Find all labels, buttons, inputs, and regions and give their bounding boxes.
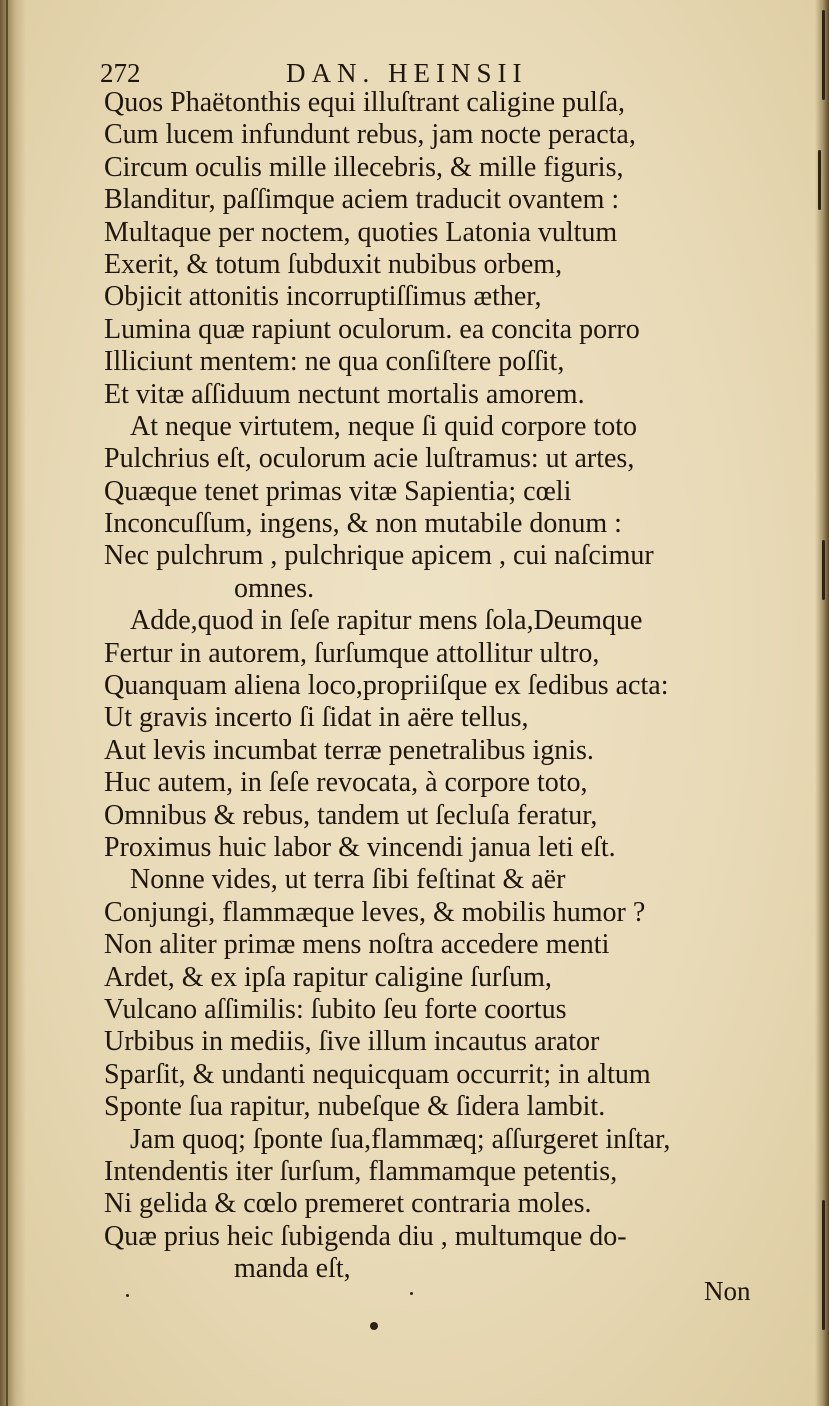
binding-gutter-line [6, 0, 8, 1406]
verse-line: Multaque per noctem, quoties Latonia vultum [104, 216, 618, 248]
verse-text-block [104, 87, 774, 1285]
running-head: DAN. HEINSII [286, 58, 528, 88]
verse-line: Et vitæ aſſiduum nectunt mortalis amorem. [104, 378, 585, 410]
verse-line: Non aliter primæ mens noſtra accedere menti [104, 929, 610, 961]
verse-line: Ut gravis incerto ſi ſidat in aëre tellus, [104, 702, 529, 734]
verse-line: Exerit, & totum ſubduxit nubibus orbem, [104, 248, 563, 280]
verse-line: Adde,quod in ſeſe rapitur mens ſola,Deumque [130, 605, 643, 637]
verse-line: At neque virtutem, neque ſi quid corpore toto [130, 410, 637, 442]
ink-speck [126, 1294, 129, 1297]
verse-line: Illiciunt mentem: ne qua conſiſtere poſſit, [104, 346, 565, 378]
verse-line: Urbibus in mediis, ſive illum incautus arator [104, 1026, 600, 1058]
catchword: Non [704, 1276, 751, 1306]
binding-edge [0, 0, 26, 1406]
verse-line: Quæque tenet primas vitæ Sapientia; cœli [104, 475, 572, 507]
verse-line: Sponte ſua rapitur, nubeſque & ſidera lambit. [104, 1091, 606, 1123]
verse-line: Cum lucem infundunt rebus, jam nocte peracta, [104, 119, 636, 151]
verse-line: Circum oculis mille illecebris, & mille figuris, [104, 151, 624, 183]
verse-line: Pulchrius eſt, oculorum acie luſtramus: ut artes, [104, 443, 635, 475]
verse-line: Quos Phaëtonthis equi illuſtrant caligine pulſa, [104, 87, 626, 118]
ink-speck [410, 1292, 413, 1295]
edge-mark [818, 150, 821, 210]
verse-line: Omnibus & rebus, tandem ut ſecluſa feratur, [104, 799, 598, 831]
verse-line: Huc autem, in ſeſe revocata, à corpore toto, [104, 767, 588, 799]
verse-line: Nec pulchrum , pulchrique apicem , cui naſcimur [104, 540, 654, 572]
verse-line: Lumina quæ rapiunt oculorum. ea concita porro [104, 313, 640, 345]
verse-line: Ardet, & ex ipſa rapitur caligine ſurſum, [104, 961, 552, 993]
verse-line: Vulcano aſſimilis: ſubito ſeu forte coortus [104, 993, 567, 1025]
verse-line: Quæ prius heic ſubigenda diu , multumque do- [104, 1220, 627, 1252]
edge-mark [822, 1200, 825, 1330]
verse-line: Aut levis incumbat terræ penetralibus ignis. [104, 734, 594, 766]
verse-line: Proximus huic labor & vincendi janua leti eſt. [104, 831, 616, 863]
verse-line: manda eſt, [234, 1253, 351, 1285]
edge-mark [822, 540, 825, 600]
page-right-edge [815, 0, 829, 1406]
verse-line: Objicit attonitis incorruptiſſimus æther, [104, 281, 542, 313]
verse-line: Conjungi, flammæque leves, & mobilis humor ? [104, 896, 646, 928]
verse-line: omnes. [234, 572, 315, 604]
edge-mark [822, 10, 825, 100]
ink-speck [370, 1322, 378, 1330]
verse-line: Fertur in autorem, ſurſumque attollitur ultro, [104, 637, 600, 669]
verse-line: Sparſit, & undanti nequicquam occurrit; in altum [104, 1058, 651, 1090]
verse-line: Inconcuſſum, ingens, & non mutabile donum : [104, 508, 622, 540]
page-number: 272 [100, 58, 141, 88]
verse-line: Jam quoq; ſponte ſua,flammæq; aſſurgeret inſtar, [130, 1123, 671, 1155]
verse-line: Blanditur, paſſimque aciem traducit ovantem : [104, 184, 620, 216]
verse-line: Ni gelida & cœlo premeret contraria moles. [104, 1188, 592, 1220]
verse-line: Nonne vides, ut terra ſibi feſtinat & aër [130, 864, 566, 896]
verse-line: Intendentis iter ſurſum, flammamque petentis, [104, 1155, 618, 1187]
verse-line: Quanquam aliena loco,propriiſque ex ſedibus acta: [104, 670, 669, 702]
